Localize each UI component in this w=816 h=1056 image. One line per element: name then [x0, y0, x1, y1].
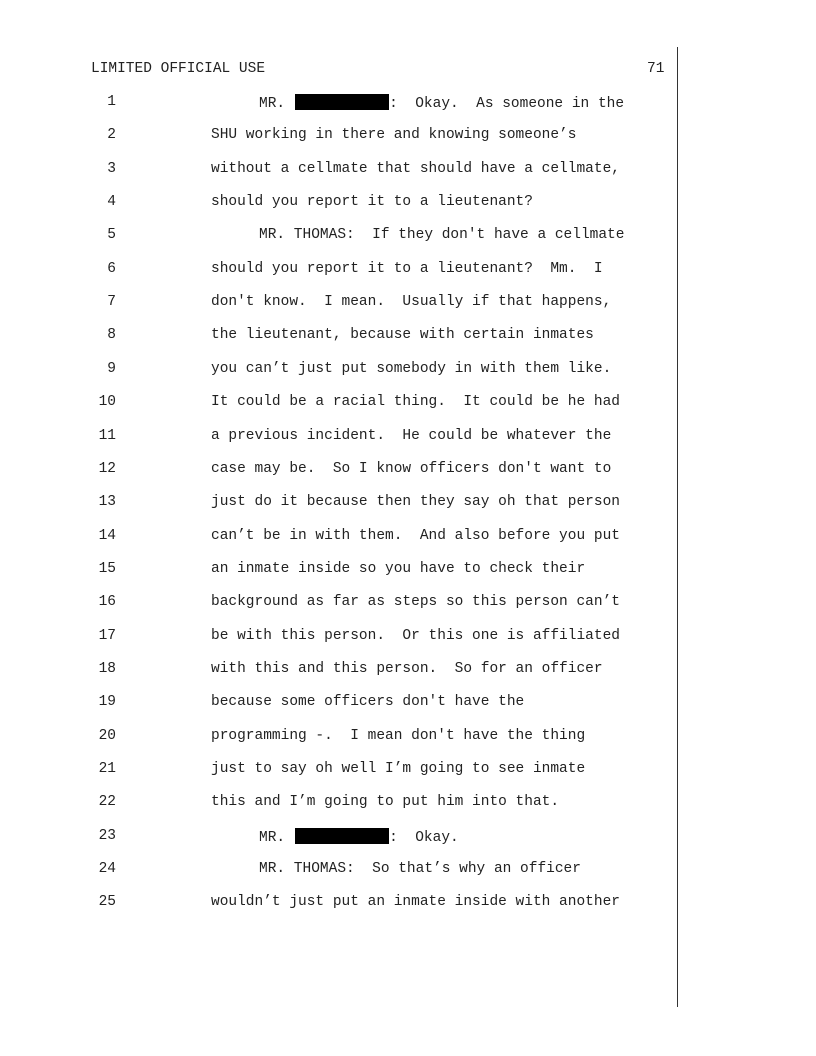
line-text: this and I’m going to put him into that.	[211, 794, 560, 811]
transcript-line	[0, 728, 680, 750]
transcript-line	[0, 161, 680, 183]
line-text: just do it because then they say oh that person	[211, 494, 620, 511]
speaker-prefix: MR.	[259, 96, 286, 112]
line-number: 24	[98, 861, 116, 878]
transcript-line	[0, 661, 680, 683]
transcript-line	[0, 261, 680, 283]
transcript-line	[0, 528, 680, 550]
line-number: 10	[98, 394, 116, 411]
line-text-content: : Okay.	[389, 829, 459, 846]
line-number: 19	[98, 694, 116, 711]
line-number: 17	[98, 627, 116, 644]
line-number: 8	[107, 327, 116, 344]
transcript-line	[0, 894, 680, 916]
transcript-line	[0, 294, 680, 316]
line-text: should you report it to a lieutenant?	[211, 194, 533, 211]
redaction-box	[295, 828, 389, 844]
transcript-line	[0, 461, 680, 483]
line-text: MR. THOMAS: So that’s why an officer	[259, 861, 581, 878]
line-text: background as far as steps so this person can’t	[211, 594, 620, 611]
line-text: a previous incident. He could be whatever the	[211, 427, 612, 444]
transcript-line	[0, 127, 680, 149]
line-text: just to say oh well I’m going to see inmate	[211, 761, 586, 777]
transcript-line	[0, 494, 680, 516]
line-text: be with this person. Or this one is affiliated	[211, 627, 620, 644]
line-number: 18	[98, 660, 116, 677]
line-text: SHU working in there and knowing someone’s	[211, 127, 577, 144]
line-text: programming -. I mean don't have the thing	[211, 727, 586, 744]
line-number: 12	[98, 460, 116, 477]
transcript-line	[0, 694, 680, 716]
line-number: 2	[107, 127, 116, 144]
line-text: wouldn’t just put an inmate inside with another	[211, 894, 620, 911]
line-text: don't know. I mean. Usually if that happens,	[211, 294, 612, 311]
transcript-line	[0, 194, 680, 216]
line-number: 7	[107, 294, 116, 311]
line-number: 1	[107, 94, 116, 110]
line-text: because some officers don't have the	[211, 694, 525, 711]
line-number: 16	[98, 594, 116, 611]
transcript-line	[0, 794, 680, 816]
transcript-line	[0, 394, 680, 416]
transcript-line	[0, 828, 680, 850]
line-number: 13	[98, 494, 116, 511]
line-text: the lieutenant, because with certain inmates	[211, 327, 594, 344]
classification-marking: LIMITED OFFICIAL USE	[91, 61, 266, 77]
transcript-line	[0, 561, 680, 583]
line-number: 23	[98, 827, 116, 844]
line-number: 3	[107, 160, 116, 177]
line-text: can’t be in with them. And also before you put	[211, 527, 620, 544]
line-number: 21	[98, 761, 116, 777]
line-number: 11	[98, 427, 116, 444]
line-number: 22	[98, 794, 116, 811]
page-number: 71	[647, 61, 665, 77]
line-text: should you report it to a lieutenant? Mm. I	[211, 260, 603, 277]
transcript-line	[0, 428, 680, 450]
transcript-line	[0, 594, 680, 616]
line-text: MR. THOMAS: If they don't have a cellmate	[259, 227, 625, 244]
transcript-line	[0, 94, 680, 116]
line-number: 20	[98, 727, 116, 744]
speaker-prefix: MR.	[259, 829, 286, 846]
line-text	[259, 828, 459, 846]
transcript-line	[0, 327, 680, 349]
line-text: case may be. So I know officers don't want to	[211, 460, 612, 477]
line-text: with this and this person. So for an officer	[211, 660, 603, 677]
line-text: an inmate inside so you have to check their	[211, 560, 586, 577]
line-number: 9	[107, 360, 116, 377]
line-text	[259, 94, 624, 112]
line-number: 4	[107, 194, 116, 211]
line-text-content: : Okay. As someone in the	[389, 96, 625, 112]
transcript-line	[0, 628, 680, 650]
line-text: without a cellmate that should have a cellmate,	[211, 160, 620, 177]
line-number: 5	[107, 227, 116, 244]
line-number: 14	[98, 527, 116, 544]
line-text: It could be a racial thing. It could be he had	[211, 394, 620, 411]
line-number: 6	[107, 260, 116, 277]
transcript-line	[0, 761, 680, 783]
line-number: 15	[98, 560, 116, 577]
line-text: you can’t just put somebody in with them like.	[211, 360, 612, 377]
transcript-line	[0, 361, 680, 383]
line-number: 25	[98, 894, 116, 911]
transcript-line	[0, 861, 680, 883]
transcript-line	[0, 227, 680, 249]
redaction-box	[295, 94, 389, 110]
